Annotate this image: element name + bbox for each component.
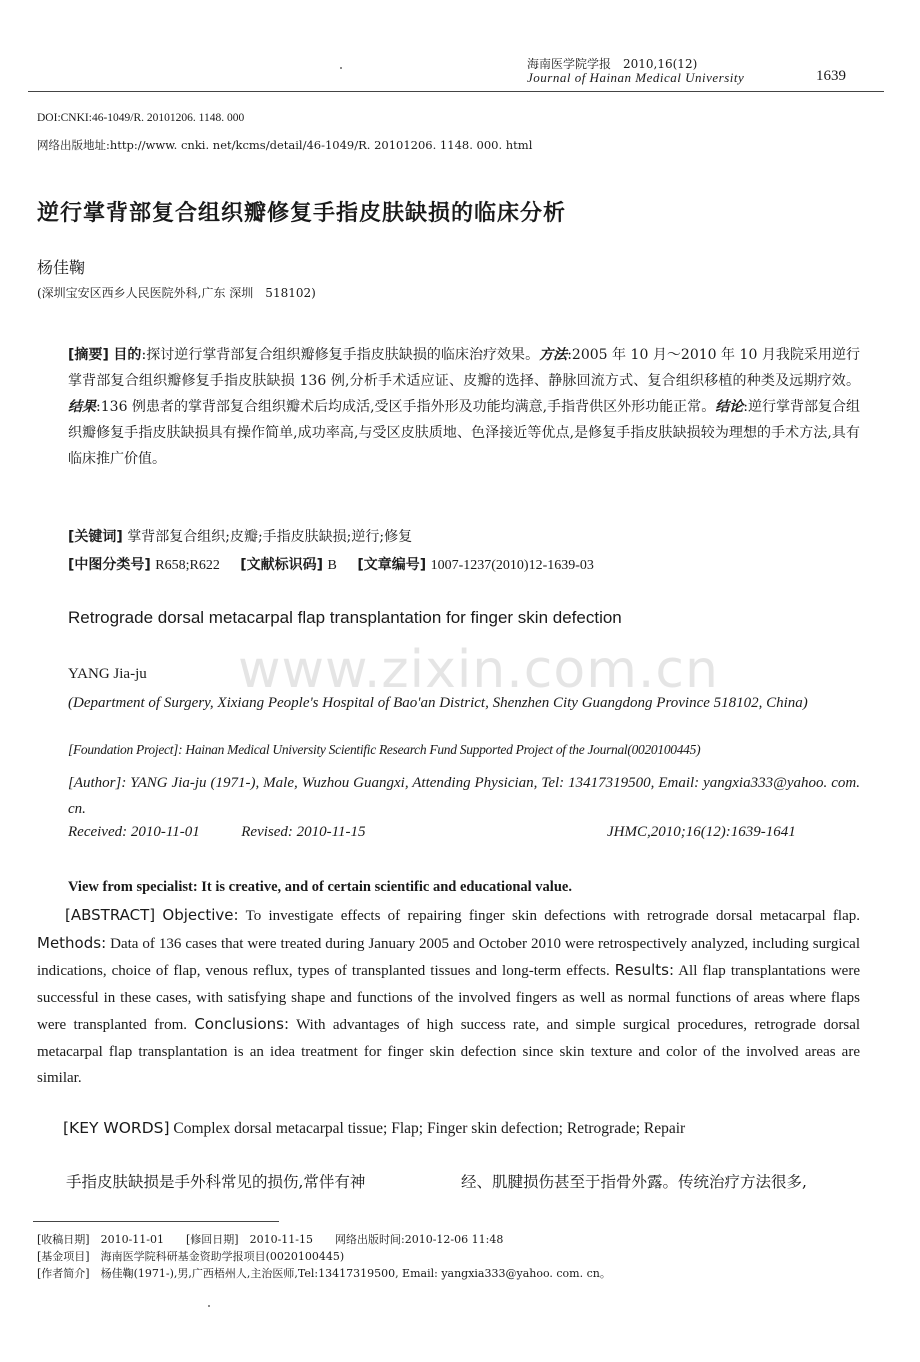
header-rule — [28, 91, 884, 92]
classification-line — [68, 554, 594, 574]
abstract-en-label: [ABSTRACT] — [65, 906, 156, 924]
body-text-left-column: 手指皮肤缺损是手外科常见的损伤,常伴有神 — [66, 1173, 366, 1191]
online-url-line: 网络出版地址:http://www. cnki. net/kcms/detail/46-1049/R. 20101206. 1148. 000. html — [37, 138, 533, 152]
keywords-en-label: [KEY WORDS] — [63, 1119, 170, 1137]
conclusions-text-en: With advantages of high success rate, and simple surgical procedures, retrograde dorsal metacarpal flap transplantation is an idea treatment for finger skin defection since skin texture and color of the involved areas are similar. — [37, 1017, 861, 1086]
doc-code-value: B — [327, 558, 337, 573]
results-text-en: All flap transplantations were successful in these cases, with satisfying shape and functions of the involved fingers as well as normal functions of areas where flaps were transplanted from. — [37, 963, 860, 1033]
doc-code-label: [文献标识码] — [240, 557, 324, 573]
watermark: www.zixin.com.cn — [238, 640, 719, 700]
objective-text-cn: :探讨逆行掌背部复合组织瓣修复手指皮肤缺损的临床治疗效果。 — [141, 347, 540, 363]
abstract-en — [37, 902, 860, 1092]
article-number-value: 1007-1237(2010)12-1639-03 — [430, 558, 594, 573]
methods-text-cn: :2005 年 10 月～2010 年 10 月我院采用逆行掌背部复合组织瓣修复手指皮肤缺损 136 例,分析手术适应证、皮瓣的选择、静脉回流方式、复合组织移植的种类及远期疗效。 — [68, 347, 861, 389]
revised-date: Revised: 2010-11-15 — [241, 824, 366, 840]
footnote-rule — [33, 1221, 279, 1222]
results-label-cn: 结果 — [68, 399, 97, 415]
received-date: Received: 2010-11-01 — [68, 824, 200, 840]
received-revised-dates — [68, 824, 366, 841]
footnote-author-bio: [作者简介] 杨佳鞠(1971-),男,广西梧州人,主治医师,Tel:13417319500, Email: yangxia333@yahoo. com. cn。 — [37, 1267, 611, 1280]
conclusion-label-cn: 结论 — [715, 399, 744, 415]
body-text-right-column: 经、肌腱损伤甚至于指骨外露。传统治疗方法很多, — [461, 1173, 807, 1191]
page-number: 1639 — [816, 68, 846, 84]
methods-text-en: Data of 136 cases that were treated during January 2005 and October 2010 were retrospectively analyzed, including surgical indications, choice of flap, venous reflux, types of transplanted tissues and long-term effects. — [37, 935, 860, 979]
objective-text-en: To investigate effects of repairing finger skin defections with retrograde dorsal metacarpal flap. — [238, 908, 861, 924]
footnote-dates: [收稿日期] 2010-11-01 [修回日期] 2010-11-15 网络出版时间:2010-12-06 11:48 — [37, 1233, 504, 1246]
author-name-en: YANG Jia-ju — [68, 666, 147, 682]
abstract-cn — [68, 342, 860, 472]
scan-speck — [340, 67, 342, 69]
results-label-en: Results: — [614, 961, 674, 979]
article-title-en: Retrograde dorsal metacarpal flap transplantation for finger skin defection — [68, 608, 622, 627]
journal-name-cn: 海南医学院学报 2010,16(12) — [527, 57, 698, 71]
conclusion-text-cn: :逆行掌背部复合组织瓣修复手指皮肤缺损具有操作简单,成功率高,与受区皮肤质地、色泽接近等优点,是修复手指皮肤缺损较为理想的手术方法,具有临床推广价值。 — [68, 399, 861, 467]
keywords-en — [63, 1119, 685, 1138]
keywords-cn-text: 掌背部复合组织;皮瓣;手指皮肤缺损;逆行;修复 — [127, 529, 413, 545]
specialist-view: View from specialist: It is creative, and of certain scientific and educational value. — [68, 879, 572, 895]
clc-label: [中图分类号] — [68, 557, 151, 573]
article-number-label: [文章编号] — [357, 557, 427, 573]
conclusions-label-en: Conclusions: — [194, 1015, 290, 1033]
citation-jhmc: JHMC,2010;16(12):1639-1641 — [607, 824, 796, 840]
doi-line: DOI:CNKI:46-1049/R. 20101206. 1148. 000 — [37, 112, 245, 124]
article-title-cn: 逆行掌背部复合组织瓣修复手指皮肤缺损的临床分析 — [37, 201, 567, 226]
footnote-funding: [基金项目] 海南医学院科研基金资助学报项目(0020100445) — [37, 1250, 345, 1263]
author-name-cn: 杨佳鞠 — [37, 258, 86, 277]
affiliation-cn: (深圳宝安区西乡人民医院外科,广东 深圳 518102) — [37, 286, 316, 300]
keywords-cn — [68, 526, 412, 546]
methods-label-cn: 方法 — [539, 347, 568, 363]
scan-speck — [208, 1305, 210, 1307]
abstract-cn-label: [摘要] — [68, 347, 109, 363]
keywords-en-text: Complex dorsal metacarpal tissue; Flap; Finger skin defection; Retrograde; Repair — [169, 1120, 686, 1137]
methods-label-en: Methods: — [37, 933, 107, 952]
keywords-cn-label: [关键词] — [68, 529, 123, 545]
clc-value: R658;R622 — [155, 558, 220, 573]
affiliation-en: (Department of Surgery, Xixiang People's Hospital of Bao'an District, Shenzhen City Guangdong Province 518102, China) — [68, 695, 808, 711]
author-info-en: [Author]: YANG Jia-ju (1971-), Male, Wuzhou Guangxi, Attending Physician, Tel: 13417319500, Email: yangxia333@yahoo. com. cn. — [68, 775, 860, 817]
foundation-project-en: [Foundation Project]: Hainan Medical University Scientific Research Fund Supported Project of the Journal(0020100445) — [68, 742, 701, 757]
objective-label-cn: 目的 — [113, 347, 142, 363]
objective-label-en: Objective: — [162, 906, 239, 924]
results-text-cn: :136 例患者的掌背部复合组织瓣术后均成活,受区手指外形及功能均满意,手指背供区外形功能正常。 — [96, 399, 716, 415]
journal-name-en: Journal of Hainan Medical University — [527, 70, 745, 85]
